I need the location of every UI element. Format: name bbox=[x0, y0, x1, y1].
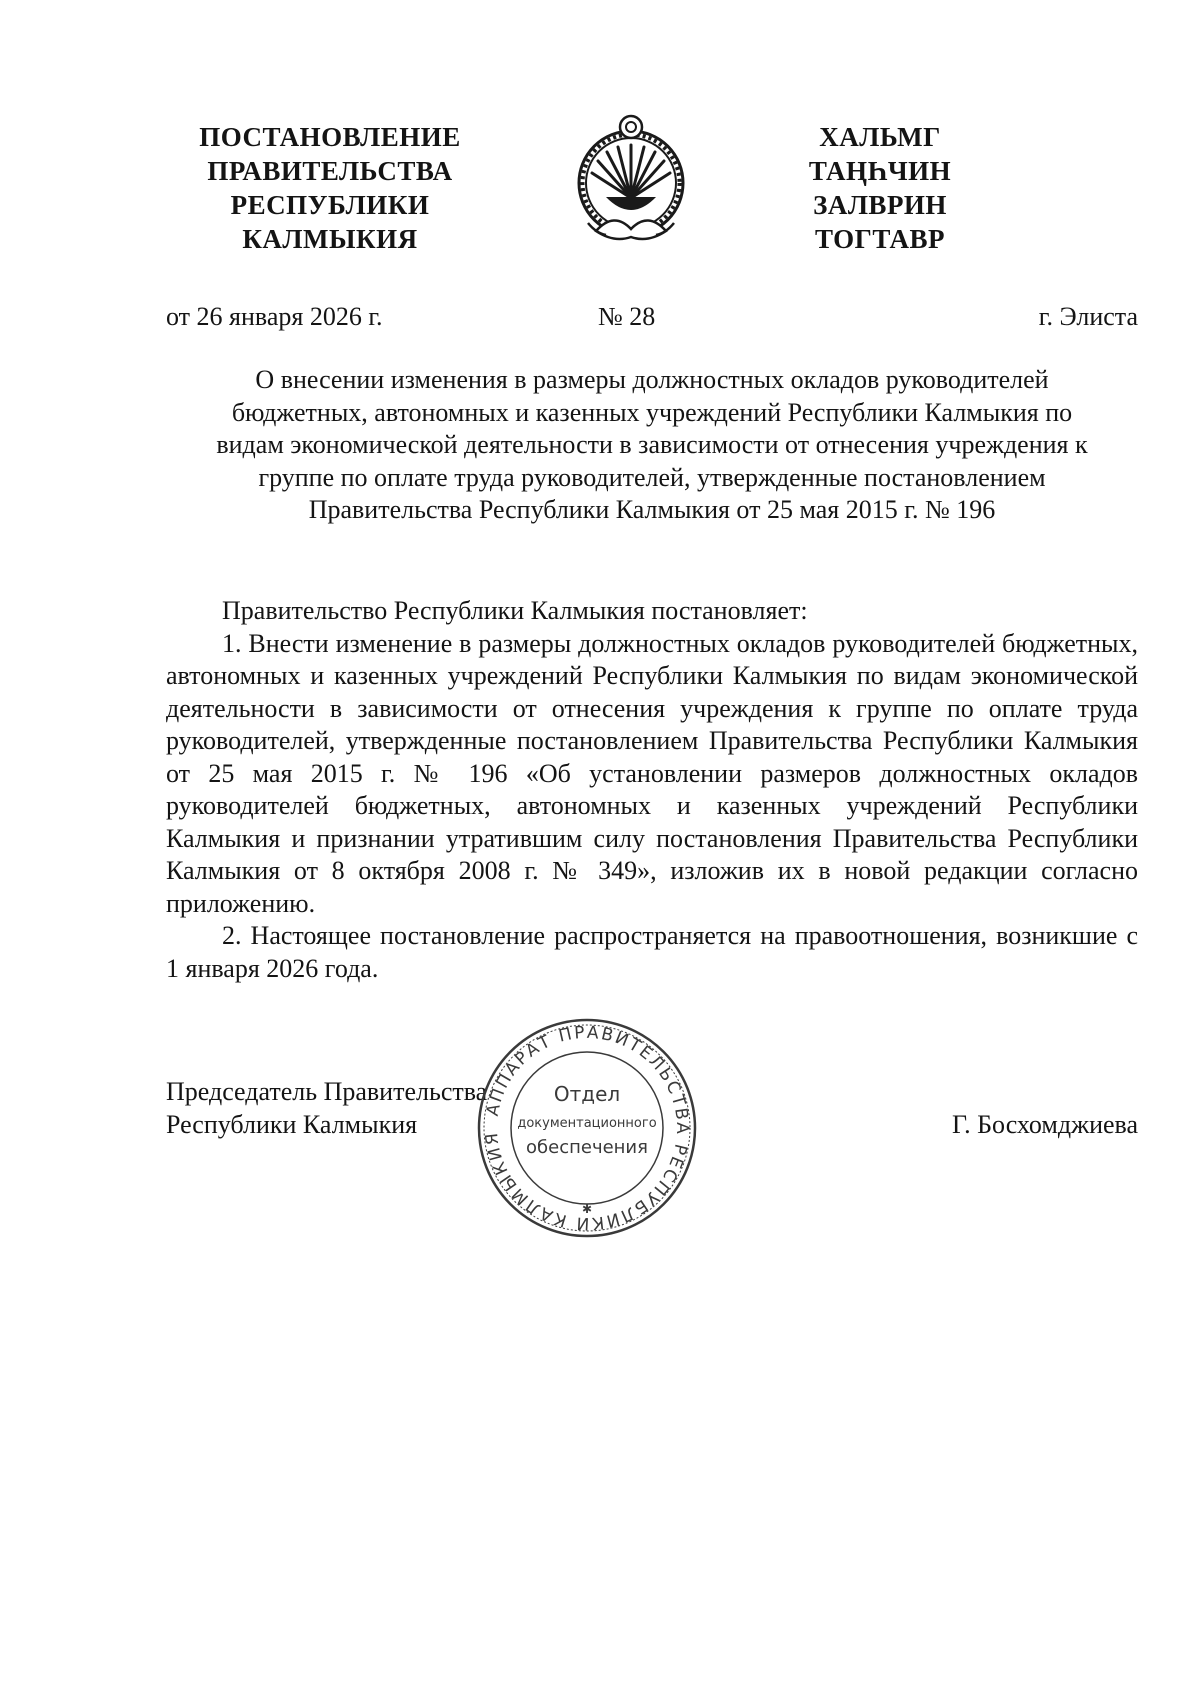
header-right-line: ХАЛЬМГ bbox=[819, 122, 941, 152]
signatory-name: Г. Босхомджиева bbox=[952, 1110, 1138, 1139]
header-left-line: КАЛМЫКИЯ bbox=[242, 224, 418, 254]
signatory-position bbox=[166, 1075, 487, 1141]
document-city: г. Элиста bbox=[1038, 302, 1138, 331]
header-right-xal bbox=[760, 120, 1000, 256]
title-line: О внесении изменения в размеры должностных окладов руководителей bbox=[255, 365, 1049, 394]
document-number: № 28 bbox=[598, 302, 656, 331]
kalmykia-emblem bbox=[566, 103, 696, 253]
header-right-line: ТАҢҺЧИН bbox=[808, 156, 952, 186]
stamp-center-line: документационного bbox=[517, 1116, 657, 1131]
document-date: от 26 января 2026 г. bbox=[166, 302, 383, 331]
document-body bbox=[166, 595, 1138, 985]
stamp-center-line: Отдел bbox=[553, 1082, 621, 1106]
header-right-line: ТОГТАВР bbox=[815, 224, 945, 254]
header-right-line: ЗАЛВРИН bbox=[813, 190, 947, 220]
body-item-2: 2. Настоящее постановление распространяется на правоотношения, возникшие с 1 января 2026 года. bbox=[166, 921, 1138, 983]
official-stamp bbox=[472, 1013, 702, 1243]
header-left-ru bbox=[160, 120, 500, 256]
stamp-center-line: обеспечения bbox=[526, 1137, 648, 1158]
title-line: бюджетных, автономных и казенных учреждений Республики Калмыкия по bbox=[231, 397, 1073, 427]
header-left-line: ПОСТАНОВЛЕНИЕ bbox=[199, 122, 461, 152]
signatory-position-line: Председатель Правительства bbox=[166, 1077, 488, 1106]
title-line: группе по оплате труда руководителей, утвержденные постановлением bbox=[258, 462, 1046, 492]
body-intro: Правительство Республики Калмыкия постановляет: bbox=[222, 596, 808, 625]
signatory-position-line: Республики Калмыкия bbox=[166, 1110, 418, 1139]
header-left-line: РЕСПУБЛИКИ bbox=[230, 190, 430, 220]
stamp-star-icon: ✱ bbox=[581, 1202, 593, 1216]
title-line: Правительства Республики Калмыкия от 25 мая 2015 г. № 196 bbox=[308, 495, 996, 524]
document-meta-row bbox=[166, 302, 1138, 336]
header-left-line: ПРАВИТЕЛЬСТВА bbox=[207, 156, 453, 186]
title-line: видам экономической деятельности в зависимости от отнесения учреждения к bbox=[216, 430, 1088, 459]
document-title bbox=[166, 364, 1138, 527]
stamp-ring-text: АППАРАТ ПРАВИТЕЛЬСТВА РЕСПУБЛИКИ КАЛМЫКИЯ bbox=[481, 1022, 693, 1234]
body-item-1: 1. Внести изменение в размеры должностных окладов руководителей бюджетных, автономных и казенных учреждений Республики Калмыкия по видам экономической деятельности в зависимости от отнесения учреждения к группе по оплате труда руководителей, утвержденные постановлением Правительства Республики Калмыкия от 25 мая 2015 г. № 196 «Об установлении размеров должностных окладов руководителей бюджетных, автономных и казенных учреждений Республики Калмыкия и признании утратившим силу постановления Правительства Республики Калмыкия от 8 октября 2008 г. № 349», изложив их в новой редакции согласно приложению. bbox=[166, 628, 1138, 918]
